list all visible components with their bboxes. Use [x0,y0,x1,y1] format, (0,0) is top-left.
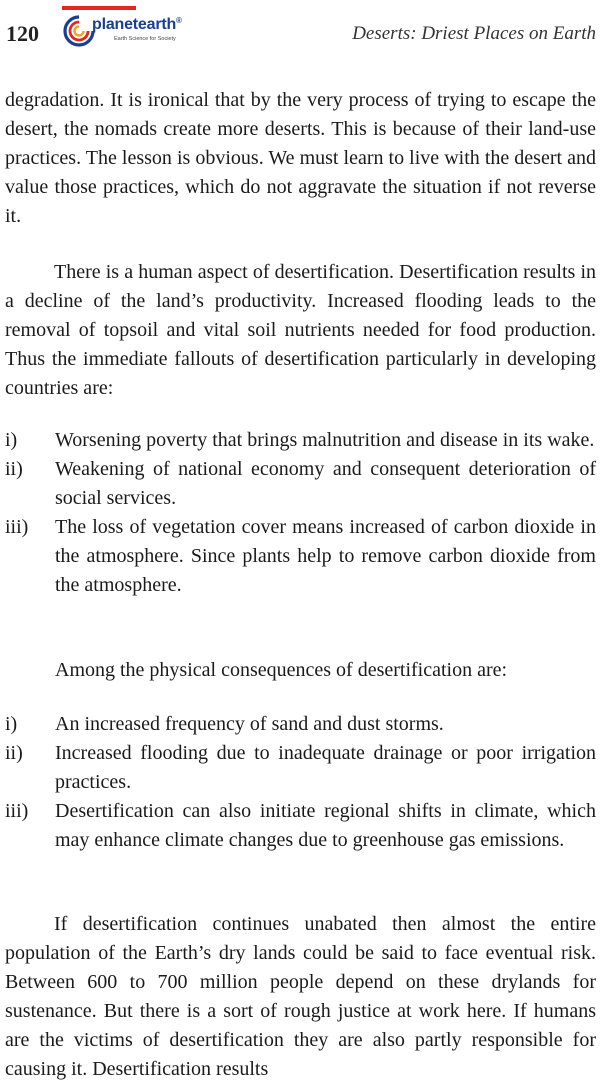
logo-registered-mark: ® [176,16,182,25]
paragraph-1: degradation. It is ironical that by the very process of trying to escape the desert, the nomads create more deserts. This is because of their land-use practices. The lesson is obvious. We must learn to live with the desert and value those practices, which do not aggravate the situation if not reverse it. [5,89,596,227]
page-header [0,0,600,60]
list-item-text: An increased frequency of sand and dust storms. [55,713,444,735]
list-marker: i) [5,429,18,451]
running-title: Deserts: Driest Places on Earth [352,23,596,44]
planet-swirl-icon [62,14,96,48]
logo-text: planetearth [92,16,177,33]
list-marker: i) [5,713,18,735]
immediate-fallouts-list [5,426,596,600]
list-item [5,513,596,600]
physical-consequences-list [5,710,596,855]
paragraph-4: If desertification continues unabated then almost the entire population of the Earth’s dry lands could be said to face eventual risk. Between 600 to 700 million people depend on these drylands for sustenance. But there is a sort of rough justice at work here. If humans are the victims of desertification they are also partly responsible for causing it. Desertification results [5,913,596,1080]
list-item [5,739,596,797]
list-marker: ii) [5,742,23,764]
list-marker: iii) [5,800,29,822]
list-item [5,426,596,455]
list-item [5,710,596,739]
logo-wordmark [92,16,182,34]
paragraph-3: Among the physical consequences of desertification are: [55,659,508,681]
publisher-logo [62,6,212,50]
list-marker: ii) [5,458,23,480]
list-item-text: Increased flooding due to inadequate drainage or poor irrigation practices. [55,742,596,793]
list-marker: iii) [5,516,29,538]
list-item-text: Weakening of national economy and consequent deterioration of social services. [55,458,596,509]
list-item-text: The loss of vegetation cover means increased of carbon dioxide in the atmosphere. Since plants help to remove carbon dioxide from the atmosphere. [55,516,596,596]
list-item-text: Desertification can also initiate regional shifts in climate, which may enhance climate changes due to greenhouse gas emissions. [55,800,596,851]
logo-tagline: Earth Science for Society [114,36,176,42]
logo-red-bar [62,6,136,10]
page-number: 120 [6,21,39,46]
list-item [5,797,596,855]
list-item [5,455,596,513]
paragraph-2: There is a human aspect of desertification. Desertification results in a decline of the land’s productivity. Increased flooding leads to the removal of topsoil and vital soil nutrients needed for food production. Thus the immediate fallouts of desertification particularly in developing countries are: [5,261,596,399]
list-item-text: Worsening poverty that brings malnutrition and disease in its wake. [55,429,595,451]
